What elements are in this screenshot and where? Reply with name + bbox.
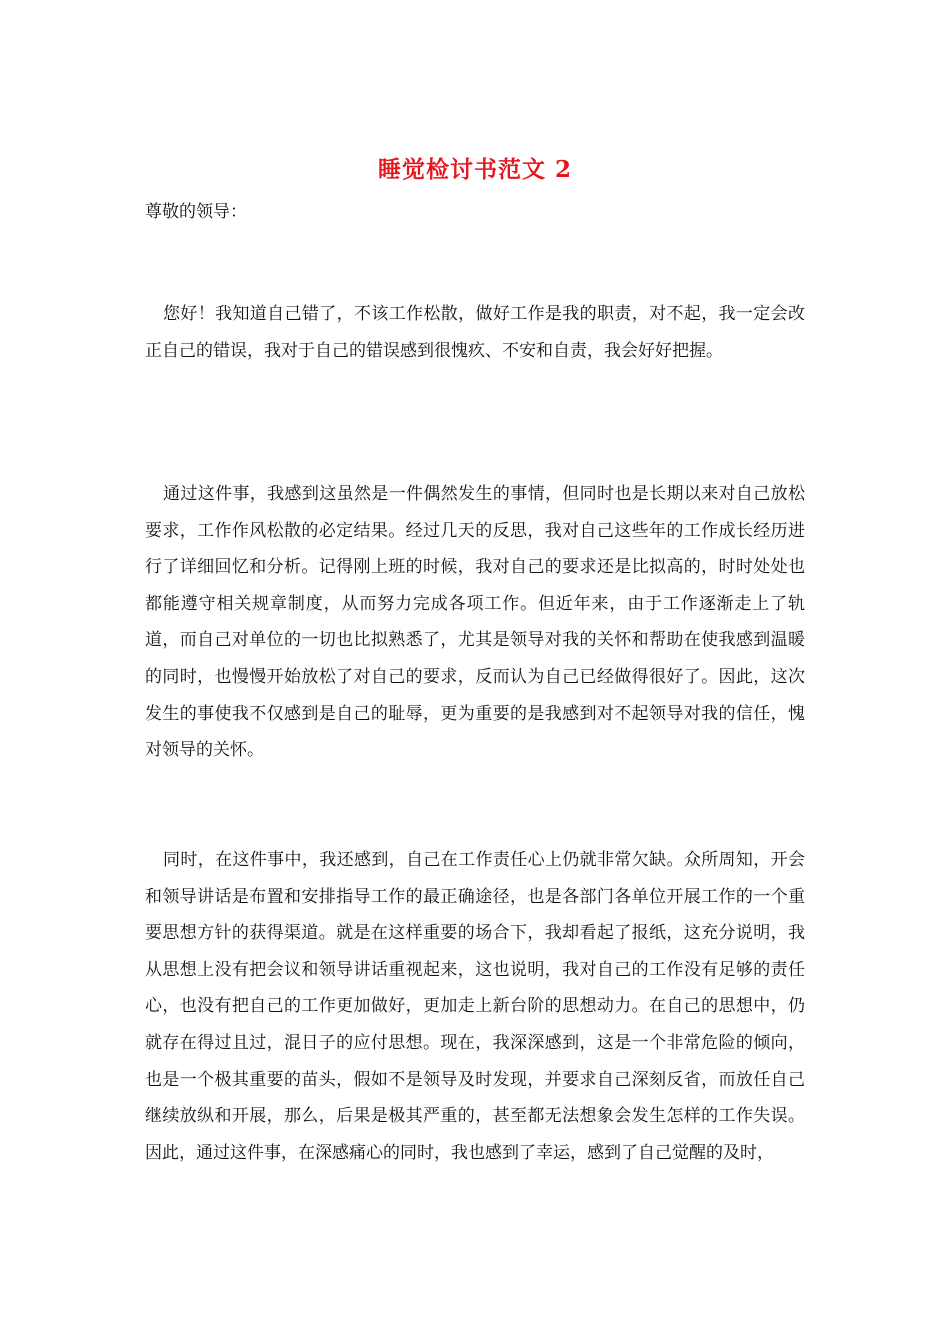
paragraph-1: 您好！我知道自己错了，不该工作松散，做好工作是我的职责，对不起，我一定会改正自己的错误，我对于自己的错误感到很愧疚、不安和自责，我会好好把握。 [145,304,805,361]
salutation: 尊敬的领导： [145,202,247,222]
paragraph-2: 通过这件事，我感到这虽然是一件偶然发生的事情，但同时也是长期以来对自己放松要求，工作作风松散的必定结果。经过几天的反思，我对自己这些年的工作成长经历进行了详细回忆和分析。记得刚上班的时候，我对自己的要求还是比拟高的，时时处处也都能遵守相关规章制度，从而努力完成各项工作。但近年来，由于工作逐渐走上了轨道，而自己对单位的一切也比拟熟悉了，尤其是领导对我的关怀和帮助在使我感到温暖的同时，也慢慢开始放松了对自己的要求，反而认为自己已经做得很好了。因此，这次发生的事使我不仅感到是自己的耻辱，更为重要的是我感到对不起领导对我的信任，愧对领导的关怀。 [145,484,805,761]
paragraph-3: 同时，在这件事中，我还感到，自己在工作责任心上仍就非常欠缺。众所周知，开会和领导讲话是布置和安排指导工作的最正确途径，也是各部门各单位开展工作的一个重要思想方针的获得渠道。就是在这样重要的场合下，我却看起了报纸，这充分说明，我从思想上没有把会议和领导讲话重视起来，这也说明，我对自己的工作没有足够的责任心，也没有把自己的工作更加做好，更加走上新台阶的思想动力。在自己的思想中，仍就存在得过且过，混日子的应付思想。现在，我深深感到，这是一个非常危险的倾向，也是一个极其重要的苗头，假如不是领导及时发现，并要求自己深刻反省，而放任自己继续放纵和开展，那么，后果是极其严重的，甚至都无法想象会发生怎样的工作失误。因此，通过这件事，在深感痛心的同时，我也感到了幸运，感到了自己觉醒的及时， [145,850,805,1163]
document-title: 睡觉检讨书范文 2 [377,156,572,183]
